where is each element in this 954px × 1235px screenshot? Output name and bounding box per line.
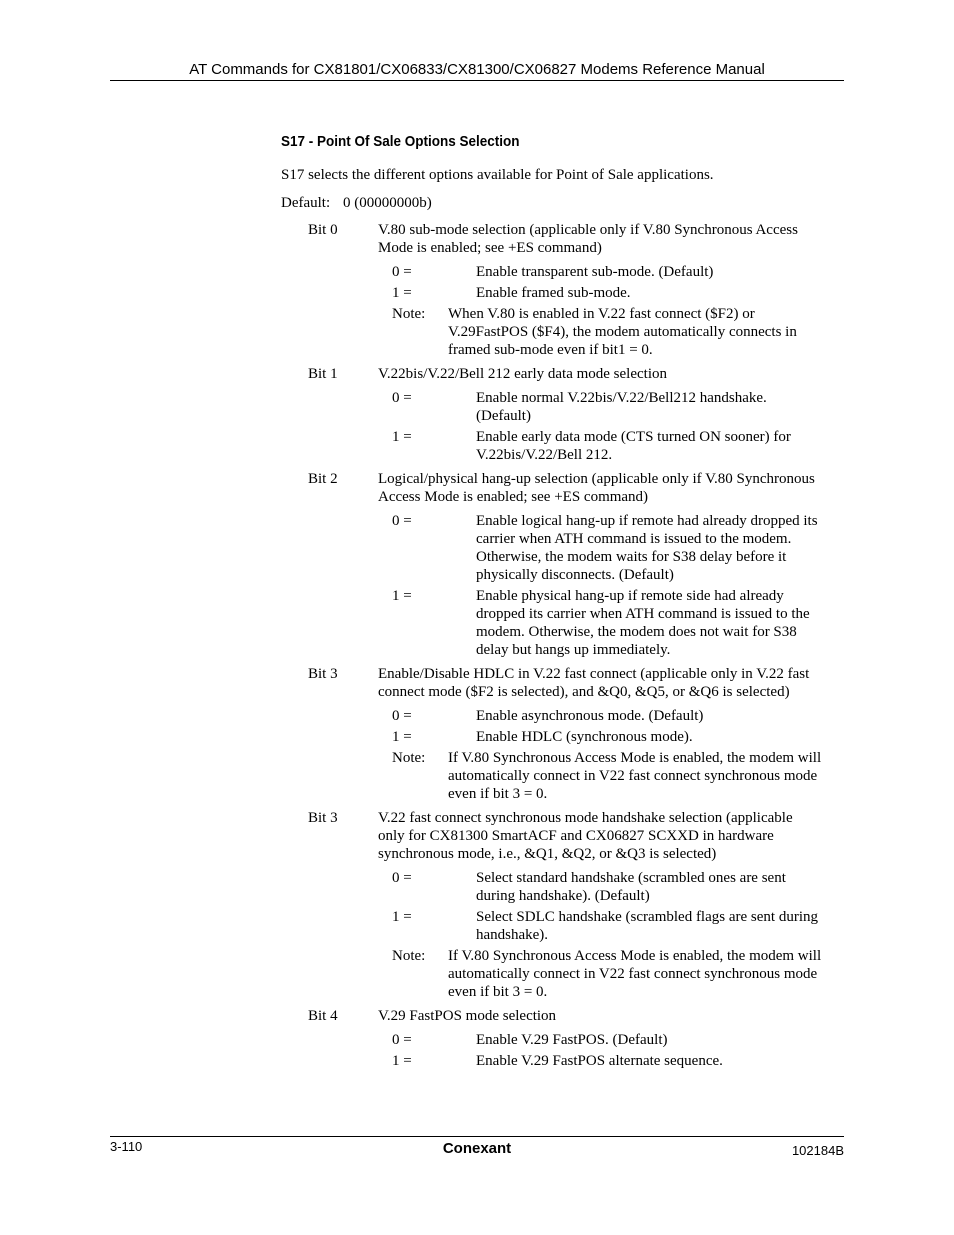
option-description-line: Enable framed sub-mode. [476, 285, 631, 301]
option-description-line: Enable V.29 FastPOS. (Default) [476, 1032, 668, 1048]
note-text-line: If V.80 Synchronous Access Mode is enabled, the modem will [448, 948, 822, 964]
note-text-line: even if bit 3 = 0. [448, 984, 548, 1000]
option-value: 1 = [392, 729, 412, 745]
option-value: 0 = [392, 708, 412, 724]
option-description-line: Otherwise, the modem waits for S38 delay before it [476, 549, 787, 565]
option-value: 1 = [392, 285, 412, 301]
page-number: 3-110 [110, 1139, 143, 1154]
note-label: Note: [392, 948, 426, 964]
note-text-line: automatically connect in V22 fast connect synchronous mode [448, 768, 818, 784]
option-value: 0 = [392, 264, 412, 280]
option-description-line: Enable physical hang-up if remote side had already [476, 588, 784, 604]
option-description-line: Enable HDLC (synchronous mode). [476, 729, 693, 745]
header-rule [110, 80, 844, 81]
option-description-line: Enable asynchronous mode. (Default) [476, 708, 704, 724]
bit-label: Bit 0 [308, 222, 338, 238]
option-value: 0 = [392, 513, 412, 529]
note-label: Note: [392, 750, 426, 766]
option-value: 0 = [392, 390, 412, 406]
option-description-line: carrier when ATH command is issued to the modem. [476, 531, 792, 547]
section-title: S17 - Point Of Sale Options Selection [281, 133, 520, 150]
bit-label: Bit 4 [308, 1008, 338, 1024]
default-label: Default: [281, 195, 331, 211]
option-description-line: dropped its carrier when ATH command is issued to the [476, 606, 810, 622]
bit-label: Bit 1 [308, 366, 338, 382]
running-header: AT Commands for CX81801/CX06833/CX81300/CX06827 Modems Reference Manual [189, 61, 765, 78]
bit-description-line: connect mode ($F2 is selected), and &Q0, &Q5, or &Q6 is selected) [378, 684, 790, 700]
option-value: 0 = [392, 870, 412, 886]
note-text-line: even if bit 3 = 0. [448, 786, 548, 802]
bit-description-line: V.80 sub-mode selection (applicable only if V.80 Synchronous Access [378, 222, 798, 238]
option-value: 1 = [392, 588, 412, 604]
option-value: 1 = [392, 429, 412, 445]
bit-description-line: only for CX81300 SmartACF and CX06827 SCXXD in hardware [378, 828, 774, 844]
option-description-line: during handshake). (Default) [476, 888, 650, 904]
document-number: 102184B [791, 1143, 844, 1158]
bit-description-line: Access Mode is enabled; see +ES command) [378, 489, 649, 505]
footer-rule [110, 1136, 844, 1137]
option-description-line: Select SDLC handshake (scrambled flags are sent during [476, 909, 818, 925]
option-description-line: V.22bis/V.22/Bell 212. [476, 447, 613, 463]
bit-description-line: Mode is enabled; see +ES command) [378, 240, 602, 256]
option-description-line: physically disconnects. (Default) [476, 567, 674, 583]
bit-label: Bit 2 [308, 471, 338, 487]
company-name: Conexant [442, 1140, 512, 1157]
note-text-line: framed sub-mode even if bit1 = 0. [448, 342, 653, 358]
note-text-line: When V.80 is enabled in V.22 fast connect ($F2) or [448, 306, 755, 322]
bit-description-line: V.22 fast connect synchronous mode handshake selection (applicable [378, 810, 793, 826]
option-value: 1 = [392, 909, 412, 925]
bit-label: Bit 3 [308, 810, 338, 826]
option-description-line: Enable early data mode (CTS turned ON sooner) for [476, 429, 791, 445]
bit-description-line: Logical/physical hang-up selection (applicable only if V.80 Synchronous [378, 471, 815, 487]
bit-description-line: V.29 FastPOS mode selection [378, 1008, 557, 1024]
option-description-line: Enable V.29 FastPOS alternate sequence. [476, 1053, 723, 1069]
option-description-line: Enable logical hang-up if remote had already dropped its [476, 513, 818, 529]
section-intro: S17 selects the different options available for Point of Sale applications. [281, 167, 714, 183]
option-value: 1 = [392, 1053, 412, 1069]
bit-description-line: synchronous mode, i.e., &Q1, &Q2, or &Q3 is selected) [378, 846, 717, 862]
option-description-line: handshake). [476, 927, 549, 943]
note-text-line: automatically connect in V22 fast connect synchronous mode [448, 966, 818, 982]
note-label: Note: [392, 306, 426, 322]
bit-description-line: Enable/Disable HDLC in V.22 fast connect (applicable only in V.22 fast [378, 666, 810, 682]
option-description-line: Enable transparent sub-mode. (Default) [476, 264, 714, 280]
option-description-line: Enable normal V.22bis/V.22/Bell212 handshake. [476, 390, 767, 406]
option-description-line: delay but hangs up immediately. [476, 642, 671, 658]
option-value: 0 = [392, 1032, 412, 1048]
note-text-line: V.29FastPOS ($F4), the modem automatically connects in [448, 324, 797, 340]
option-description-line: Select standard handshake (scrambled ones are sent [476, 870, 786, 886]
default-value: 0 (00000000b) [343, 195, 432, 211]
bit-description-line: V.22bis/V.22/Bell 212 early data mode selection [378, 366, 667, 382]
option-description-line: (Default) [476, 408, 531, 424]
option-description-line: modem. Otherwise, the modem does not wait for S38 [476, 624, 797, 640]
note-text-line: If V.80 Synchronous Access Mode is enabled, the modem will [448, 750, 822, 766]
bit-label: Bit 3 [308, 666, 338, 682]
